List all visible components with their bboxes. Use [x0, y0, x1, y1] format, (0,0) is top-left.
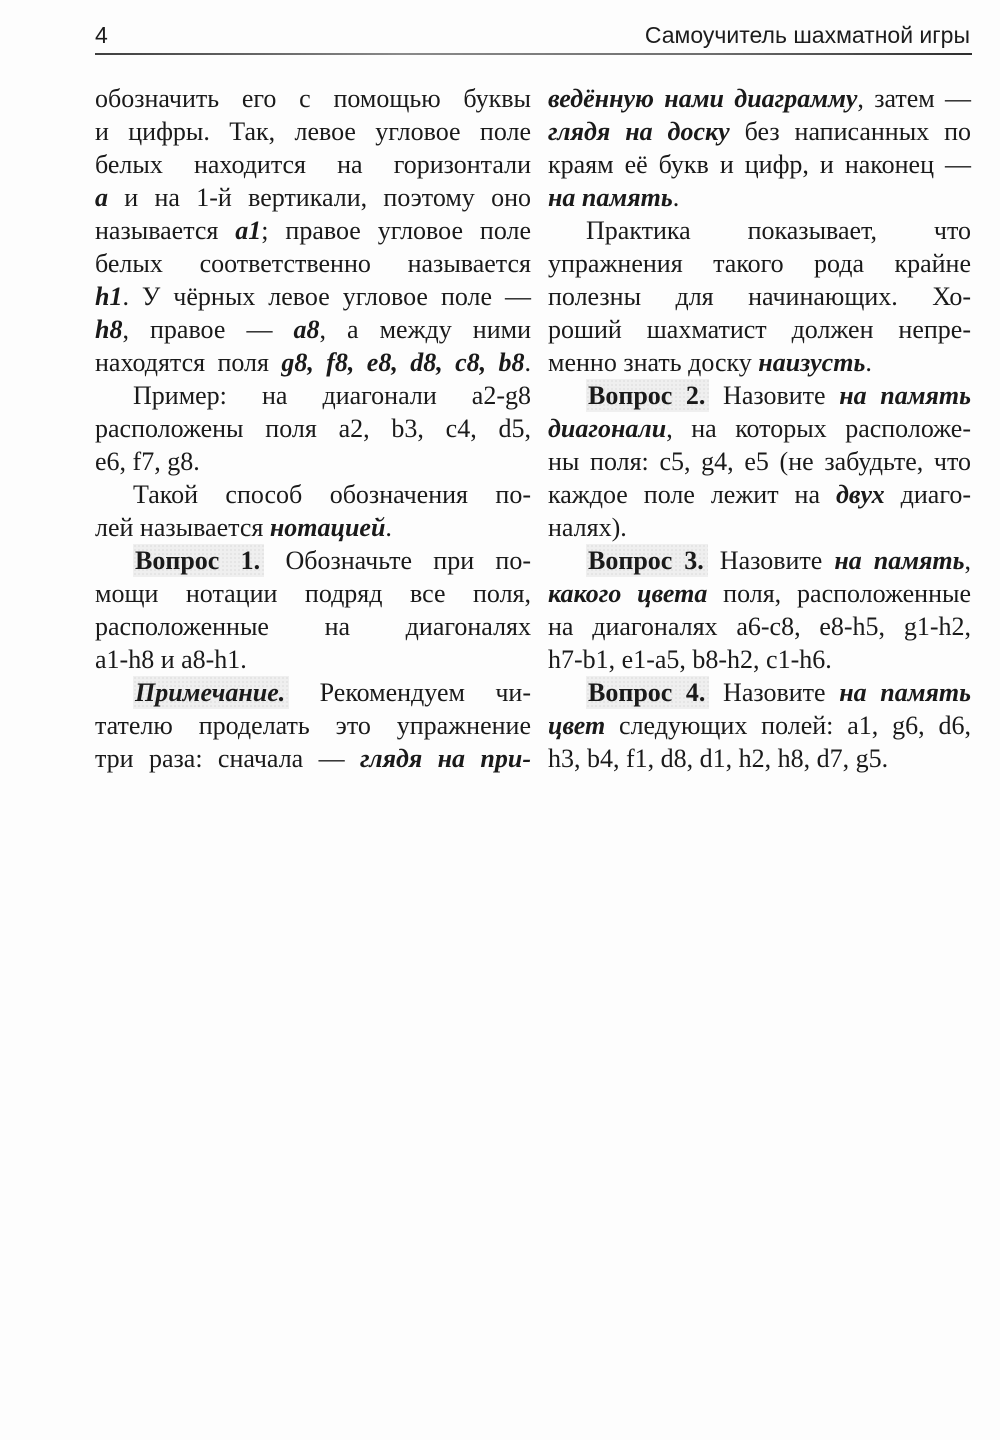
text-line: [95, 610, 531, 643]
text-line: [548, 379, 971, 412]
text-segment: . У чёрных левое угловое поле —: [122, 282, 531, 311]
text-segment: находятся поля: [95, 348, 282, 377]
text-segment: следующих полей: a1, g6, d6,: [605, 711, 971, 740]
text-line: [95, 544, 531, 577]
text-segment: менно знать доску: [548, 348, 759, 377]
text-segment: ,: [964, 546, 971, 575]
text-segment: .: [524, 348, 531, 377]
text-segment: краям её букв и цифр, и наконец —: [548, 150, 971, 179]
emphasis-segment: h8: [95, 315, 123, 344]
text-segment: мощи нотации подряд все поля,: [95, 579, 531, 608]
text-line: [548, 676, 971, 709]
emphasis-segment: на память: [834, 546, 965, 575]
text-segment: e6, f7, g8.: [95, 447, 200, 476]
text-line: [548, 82, 971, 115]
emphasis-segment: g8, f8, e8, d8, c8, b8: [281, 348, 525, 377]
question-label: Вопрос 4.: [586, 676, 709, 709]
text-line: [95, 511, 531, 544]
page-number: 4: [95, 22, 108, 48]
emphasis-segment: какого цвета: [548, 579, 708, 608]
text-segment: обозначить его с помощью буквы: [95, 84, 531, 113]
text-segment: каждое поле лежит на: [548, 480, 836, 509]
page-body: [0, 55, 1000, 775]
text-segment: , затем —: [857, 84, 971, 113]
text-segment: расположенные на диагоналях: [95, 612, 531, 641]
text-line: [95, 181, 531, 214]
text-segment: называется: [95, 216, 236, 245]
text-segment: диаго-: [884, 480, 972, 509]
question-label: Вопрос 2.: [586, 379, 709, 412]
text-line: [548, 643, 971, 676]
text-line: [548, 478, 971, 511]
text-segment: ны поля: c5, g4, e5 (не забудьте, что: [548, 447, 971, 476]
emphasis-segment: a8: [293, 315, 320, 344]
text-line: [95, 676, 531, 709]
text-line: [95, 346, 531, 379]
text-segment: a1-h8 и a8-h1.: [95, 645, 247, 674]
text-line: [548, 544, 971, 577]
text-segment: h3, b4, f1, d8, d1, h2, h8, d7, g5.: [548, 744, 889, 773]
text-segment: белых соответственно называется: [95, 249, 531, 278]
text-segment: три раза: сначала —: [95, 744, 360, 773]
page-header: [95, 22, 970, 48]
right-text-column: [548, 82, 971, 775]
text-line: [548, 709, 971, 742]
text-segment: расположены поля a2, b3, c4, d5,: [95, 414, 531, 443]
text-segment: .: [385, 513, 392, 542]
text-line: [95, 742, 531, 775]
emphasis-segment: на память: [839, 678, 971, 707]
text-segment: тателю проделать это упражнение: [95, 711, 531, 740]
left-text-column: [95, 82, 531, 775]
emphasis-segment: ведённую нами диаграмму: [548, 84, 858, 113]
text-segment: , правое —: [122, 315, 294, 344]
text-line: [548, 313, 971, 346]
text-segment: Рекомендуем чи-: [289, 678, 531, 707]
text-segment: и на 1-й вертикали, поэтому оно: [108, 183, 531, 212]
text-line: [548, 247, 971, 280]
text-segment: Пример: на диагонали a2-g8: [133, 381, 531, 410]
question-label: Вопрос 1.: [133, 544, 264, 577]
text-line: [95, 214, 531, 247]
text-segment: на диагоналях a6-c8, e8-h5, g1-h2,: [548, 612, 971, 641]
text-segment: Обозначьте при по-: [264, 546, 532, 575]
text-segment: поля, расположенные: [707, 579, 972, 608]
text-segment: Практика показывает, что: [586, 216, 971, 245]
text-segment: без написанных по: [729, 117, 972, 146]
text-segment: и цифры. Так, левое угловое поле: [95, 117, 531, 146]
text-segment: , на которых расположе-: [666, 414, 971, 443]
text-segment: белых находится на горизонтали: [95, 150, 531, 179]
running-title: Самоучитель шахматной игры: [644, 22, 970, 48]
text-line: [95, 148, 531, 181]
emphasis-segment: глядя на доску: [548, 117, 730, 146]
text-line: [95, 280, 531, 313]
text-line: [95, 313, 531, 346]
text-line: [548, 181, 971, 214]
emphasis-segment: диагонали: [548, 414, 667, 443]
text-line: [548, 280, 971, 313]
text-line: [95, 115, 531, 148]
emphasis-segment: a1: [235, 216, 262, 245]
emphasis-segment: двух: [835, 480, 885, 509]
text-segment: Назовите: [709, 381, 840, 410]
text-line: [548, 742, 971, 775]
emphasis-segment: глядя на при-: [359, 744, 532, 773]
text-segment: ; правое угловое поле: [261, 216, 531, 245]
text-segment: h7-b1, e1-a5, b8-h2, c1-h6.: [548, 645, 832, 674]
text-line: [548, 610, 971, 643]
emphasis-segment: a: [95, 183, 108, 212]
text-line: [548, 412, 971, 445]
text-segment: лей называется: [95, 513, 270, 542]
text-line: [95, 478, 531, 511]
text-line: [548, 511, 971, 544]
emphasis-segment: цвет: [548, 711, 606, 740]
text-line: [548, 346, 971, 379]
text-segment: .: [672, 183, 680, 212]
text-line: [95, 643, 531, 676]
text-line: [95, 82, 531, 115]
text-line: [95, 379, 531, 412]
text-line: [548, 445, 971, 478]
text-line: [548, 148, 971, 181]
text-line: [548, 577, 971, 610]
text-segment: .: [865, 348, 872, 377]
note-label: Примечание.: [133, 676, 289, 709]
text-segment: упражнения такого рода крайне: [548, 249, 971, 278]
text-line: [95, 577, 531, 610]
emphasis-segment: нотацией: [269, 513, 386, 542]
text-segment: , а между ними: [319, 315, 531, 344]
text-segment: Назовите: [707, 546, 835, 575]
emphasis-segment: на память: [548, 183, 673, 212]
text-line: [95, 709, 531, 742]
text-segment: Назовите: [709, 678, 840, 707]
text-segment: Такой способ обозначения по-: [133, 480, 531, 509]
text-line: [95, 247, 531, 280]
text-line: [548, 214, 971, 247]
emphasis-segment: h1: [95, 282, 123, 311]
text-line: [95, 445, 531, 478]
text-line: [548, 115, 971, 148]
text-segment: налях).: [548, 513, 627, 542]
emphasis-segment: наизусть: [758, 348, 866, 377]
text-segment: роший шахматист должен непре-: [548, 315, 971, 344]
question-label: Вопрос 3.: [586, 544, 708, 577]
text-segment: полезны для начинающих. Хо-: [548, 282, 971, 311]
emphasis-segment: на память: [839, 381, 971, 410]
text-line: [95, 412, 531, 445]
